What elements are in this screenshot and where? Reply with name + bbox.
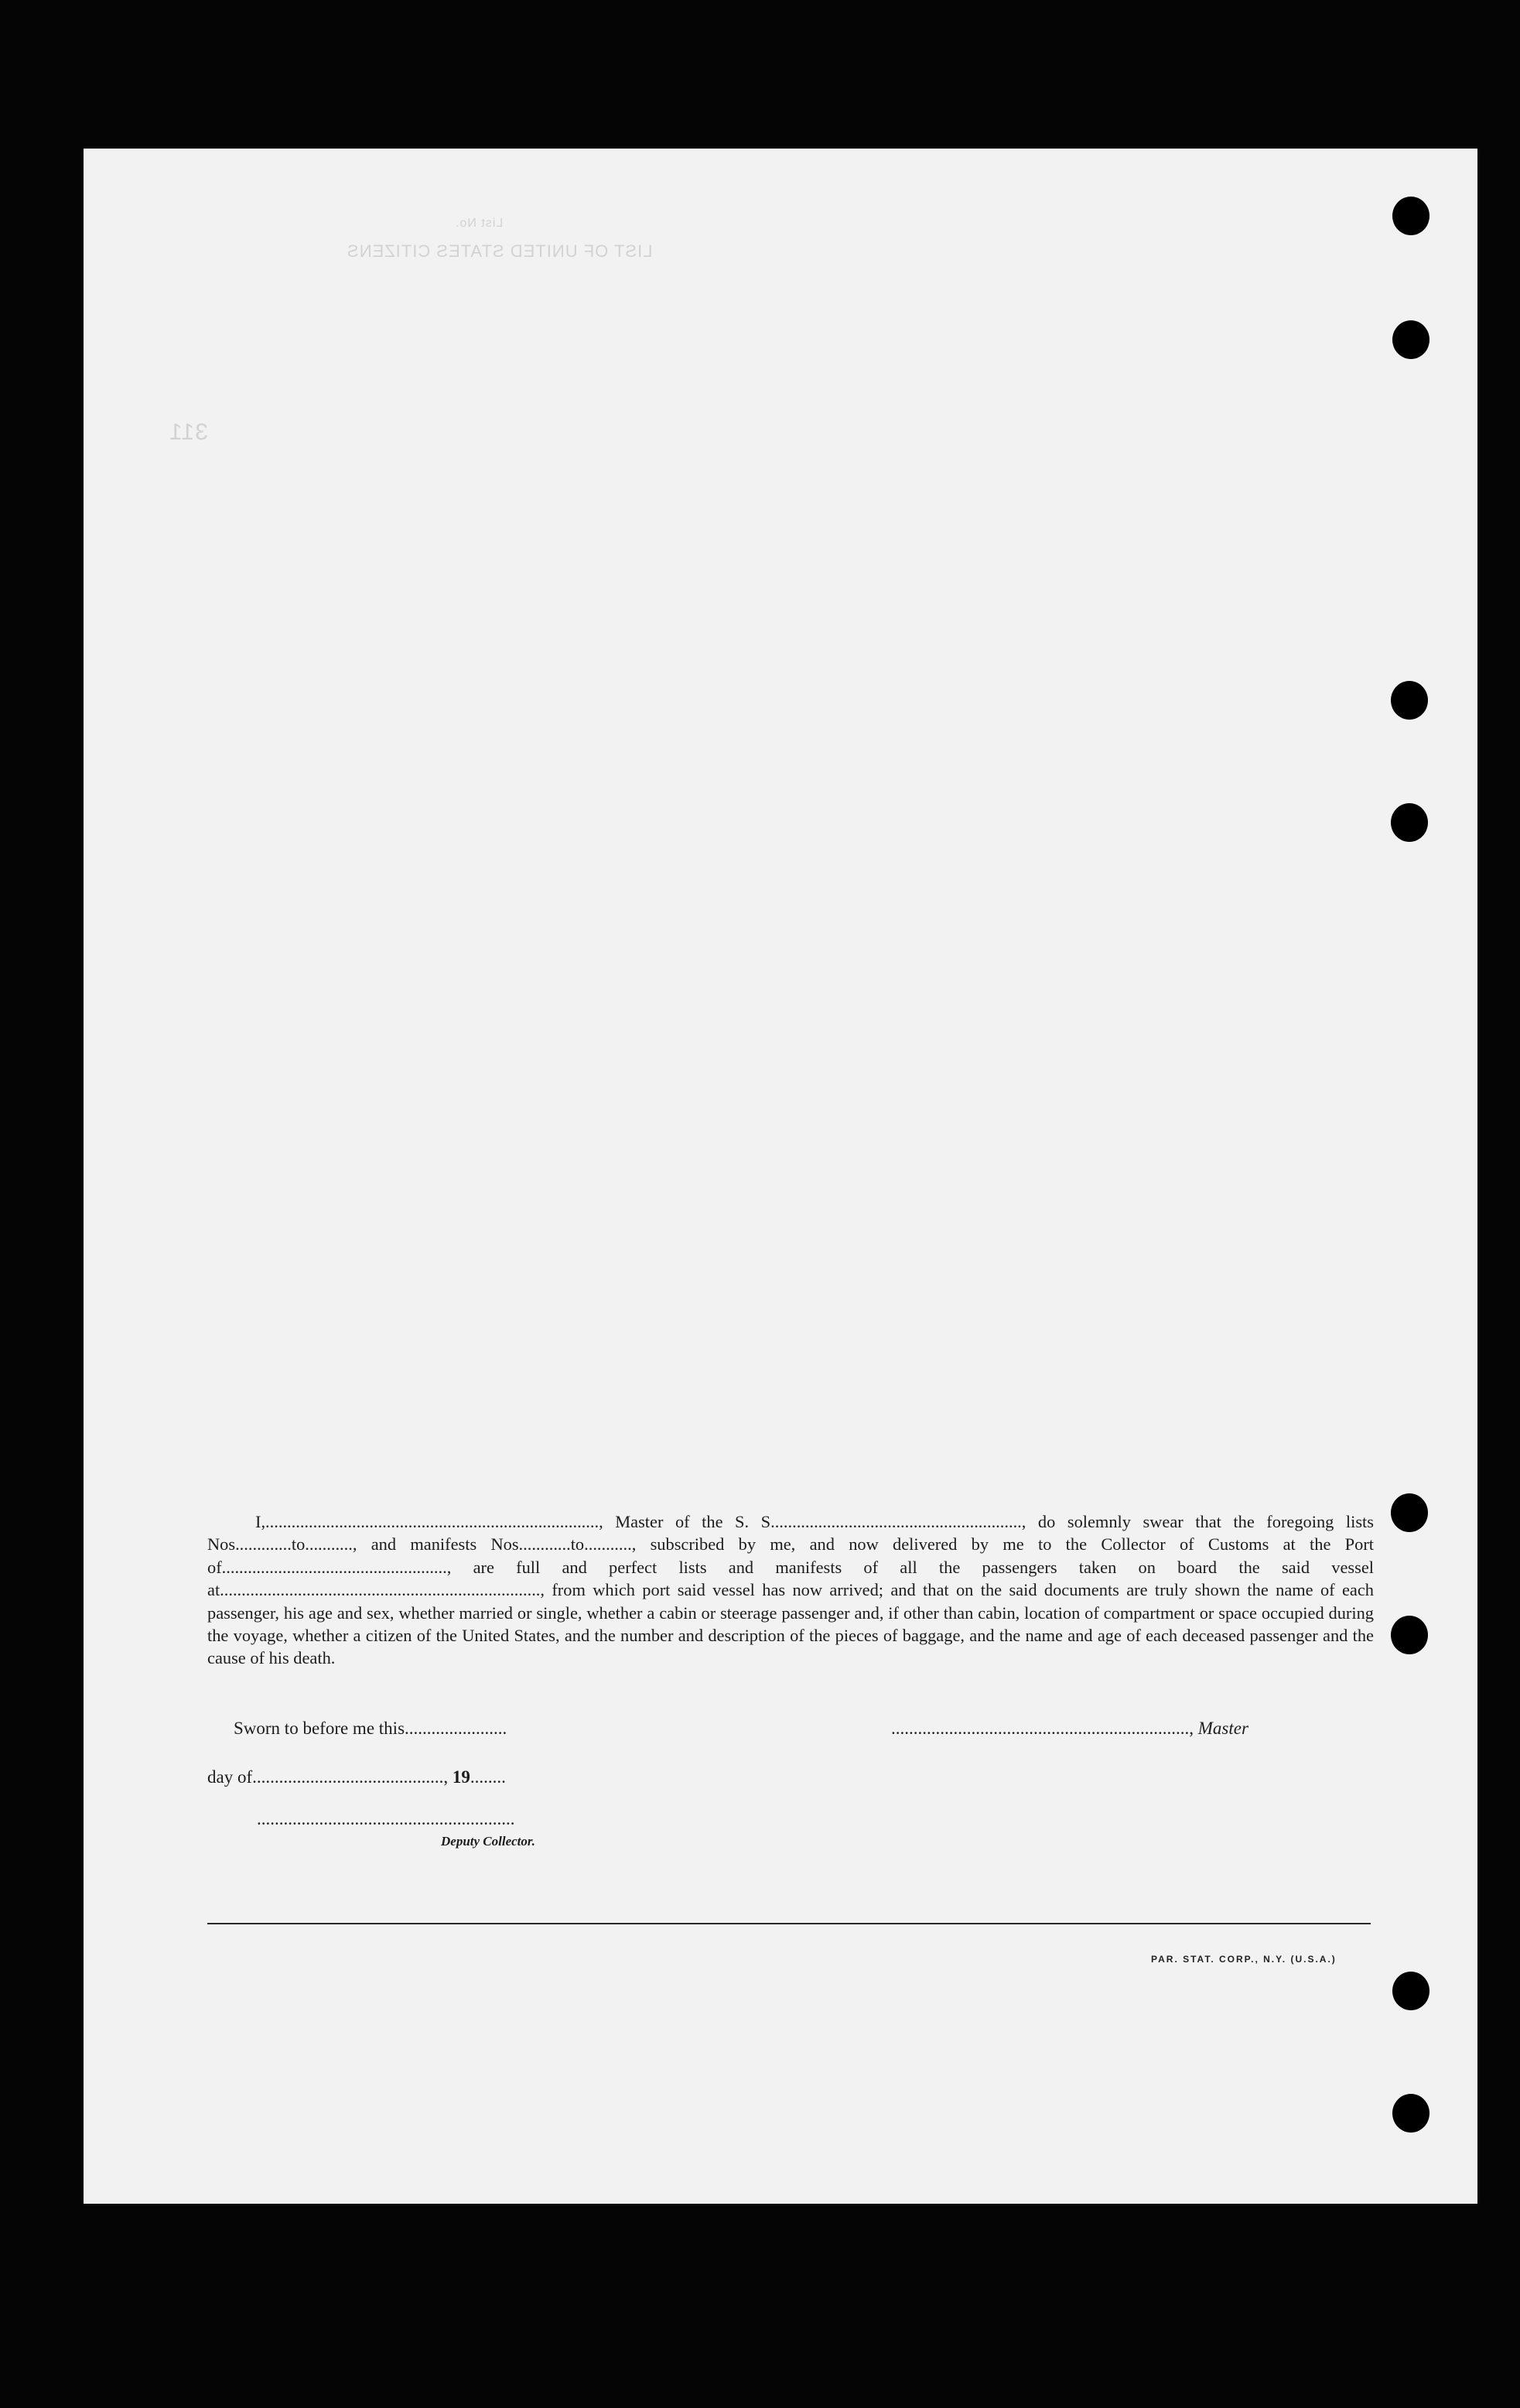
faint-header-line3: 311 xyxy=(169,419,208,445)
sworn-before-line: Sworn to before me this....................... xyxy=(234,1719,507,1738)
punch-hole xyxy=(1391,1616,1428,1654)
master-signature-dots: ..................................................................., xyxy=(891,1719,1198,1738)
deputy-collector-label: Deputy Collector. xyxy=(441,1834,535,1849)
punch-hole xyxy=(1392,1972,1429,2010)
punch-hole xyxy=(1391,681,1428,720)
manifest-sheet xyxy=(84,149,1477,2204)
master-signature-line xyxy=(891,1719,1248,1739)
punch-hole xyxy=(1391,1493,1428,1532)
day-of-prefix: day of..........................................., xyxy=(207,1767,453,1787)
day-of-year: 19 xyxy=(452,1767,470,1787)
master-oath-paragraph: I,............................................................................., Master of the S. S.........................................................., do solemnly swear that the foregoing lists Nos.............to..........., and manifests Nos............to..........., subscribed by me, and now delivered by me to the Collector of Customs at the Port of...................................................., are full and perfect lists and manifests of all the passengers taken on board the said vessel at.........................................................................., from which port said vessel has now arrived; and that on the said documents are truly shown the name of each passenger, his age and sex, whether married or single, whether a cabin or steerage passenger and, if other than cabin, location of compartment or space occupied during the voyage, whether a citizen of the United States, and the number and description of the pieces of baggage, and the name and age of each deceased passenger and the cause of his death. xyxy=(207,1512,1374,1668)
day-of-line xyxy=(207,1767,506,1787)
faint-header-line1: LIST OF UNITED STATES CITIZENS xyxy=(347,241,653,261)
printer-mark: PAR. STAT. CORP., N.Y. (U.S.A.) xyxy=(1151,1954,1337,1965)
faint-header-line2: List No. xyxy=(455,217,504,230)
punch-hole xyxy=(1391,803,1428,842)
horizontal-rule xyxy=(207,1923,1371,1924)
punch-hole xyxy=(1392,197,1429,235)
punch-hole xyxy=(1392,2094,1429,2133)
deputy-collector-signature-line: .......................................................... xyxy=(257,1809,515,1828)
day-of-suffix: ........ xyxy=(470,1767,506,1787)
master-label: Master xyxy=(1197,1719,1248,1738)
punch-hole xyxy=(1392,320,1429,359)
